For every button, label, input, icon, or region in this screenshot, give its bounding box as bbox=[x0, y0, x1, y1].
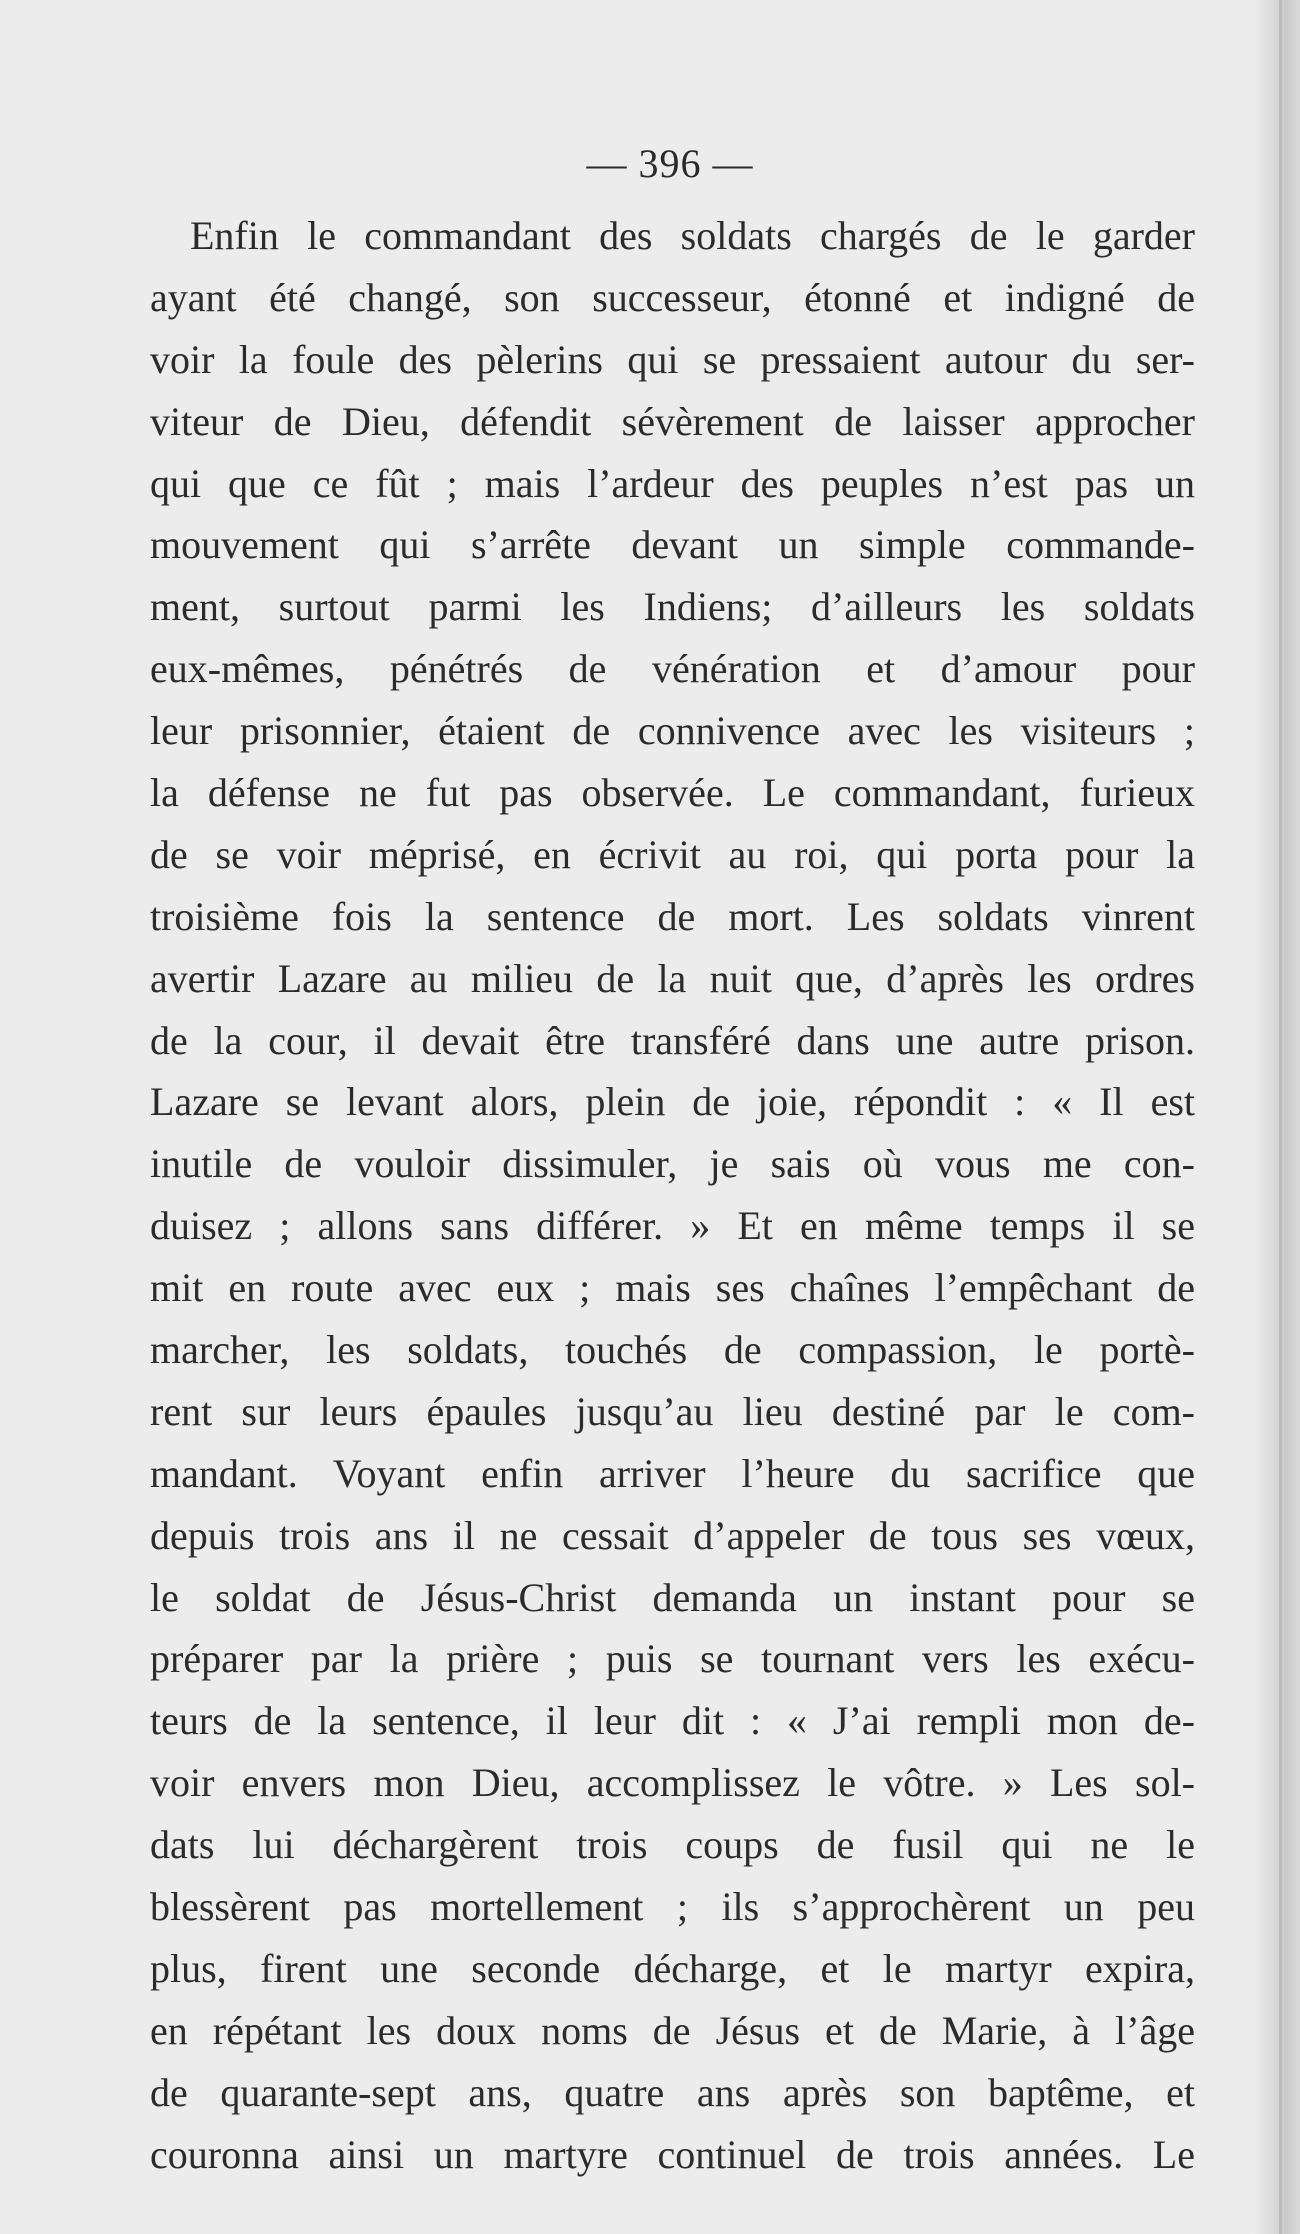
text-line: marcher, les soldats, touchés de compassion, le portè- bbox=[150, 1327, 1195, 1373]
text-line: plus, firent une seconde décharge, et le martyr expira, bbox=[150, 1945, 1195, 1991]
text-line: en répétant les doux noms de Jésus et de Marie, à l’âge bbox=[150, 2007, 1195, 2053]
text-line: depuis trois ans il ne cessait d’appeler de tous ses vœux, bbox=[150, 1512, 1195, 1558]
text-line: inutile de vouloir dissimuler, je sais où vous me con- bbox=[150, 1141, 1195, 1187]
body-text bbox=[150, 205, 1195, 2186]
text-line: couronna ainsi un martyre continuel de trois années. Le bbox=[150, 2131, 1195, 2177]
text-line: dats lui déchargèrent trois coups de fusil qui ne le bbox=[150, 1822, 1195, 1868]
text-line: rent sur leurs épaules jusqu’au lieu destiné par le com- bbox=[150, 1388, 1195, 1434]
text-line: préparer par la prière ; puis se tournant vers les exécu- bbox=[150, 1636, 1195, 1682]
text-line: voir la foule des pèlerins qui se pressaient autour du ser- bbox=[150, 336, 1195, 382]
text-line: mandant. Voyant enfin arriver l’heure du sacrifice que bbox=[150, 1450, 1195, 1496]
text-line: troisième fois la sentence de mort. Les soldats vinrent bbox=[150, 893, 1195, 939]
text-line: leur prisonnier, étaient de connivence avec les visiteurs ; bbox=[150, 708, 1195, 754]
text-line: de la cour, il devait être transféré dans une autre prison. bbox=[150, 1017, 1195, 1063]
text-line: ment, surtout parmi les Indiens; d’ailleurs les soldats bbox=[150, 584, 1195, 630]
text-line: la défense ne fut pas observée. Le commandant, furieux bbox=[150, 770, 1195, 816]
text-line: blessèrent pas mortellement ; ils s’approchèrent un peu bbox=[150, 1884, 1195, 1930]
text-line: teurs de la sentence, il leur dit : « J’ai rempli mon de- bbox=[150, 1698, 1195, 1744]
text-line: le soldat de Jésus-Christ demanda un instant pour se bbox=[150, 1574, 1195, 1620]
text-line: avertir Lazare au milieu de la nuit que, d’après les ordres bbox=[150, 955, 1195, 1001]
text-line: Enfin le commandant des soldats chargés de le garder bbox=[190, 213, 1195, 258]
page-edge-shadow bbox=[1254, 0, 1300, 2234]
text-line: ayant été changé, son successeur, étonné et indigné de bbox=[150, 274, 1195, 320]
text-line: de se voir méprisé, en écrivit au roi, qui porta pour la bbox=[150, 831, 1195, 877]
text-line: viteur de Dieu, défendit sévèrement de laisser approcher bbox=[150, 398, 1195, 444]
text-line: eux-mêmes, pénétrés de vénération et d’amour pour bbox=[150, 646, 1195, 692]
text-line: Lazare se levant alors, plein de joie, répondit : « Il est bbox=[150, 1079, 1195, 1125]
text-line: qui que ce fût ; mais l’ardeur des peuples n’est pas un bbox=[150, 460, 1195, 506]
text-line: mouvement qui s’arrête devant un simple commande- bbox=[150, 522, 1195, 568]
page-number: — 396 — bbox=[586, 141, 754, 186]
text-line: mit en route avec eux ; mais ses chaînes l’empêchant de bbox=[150, 1265, 1195, 1311]
text-line: voir envers mon Dieu, accomplissez le vôtre. » Les sol- bbox=[150, 1760, 1195, 1806]
text-line: duisez ; allons sans différer. » Et en même temps il se bbox=[150, 1203, 1195, 1249]
page-edge-line bbox=[1279, 0, 1282, 2234]
text-line: de quarante-sept ans, quatre ans après son baptême, et bbox=[150, 2069, 1195, 2115]
